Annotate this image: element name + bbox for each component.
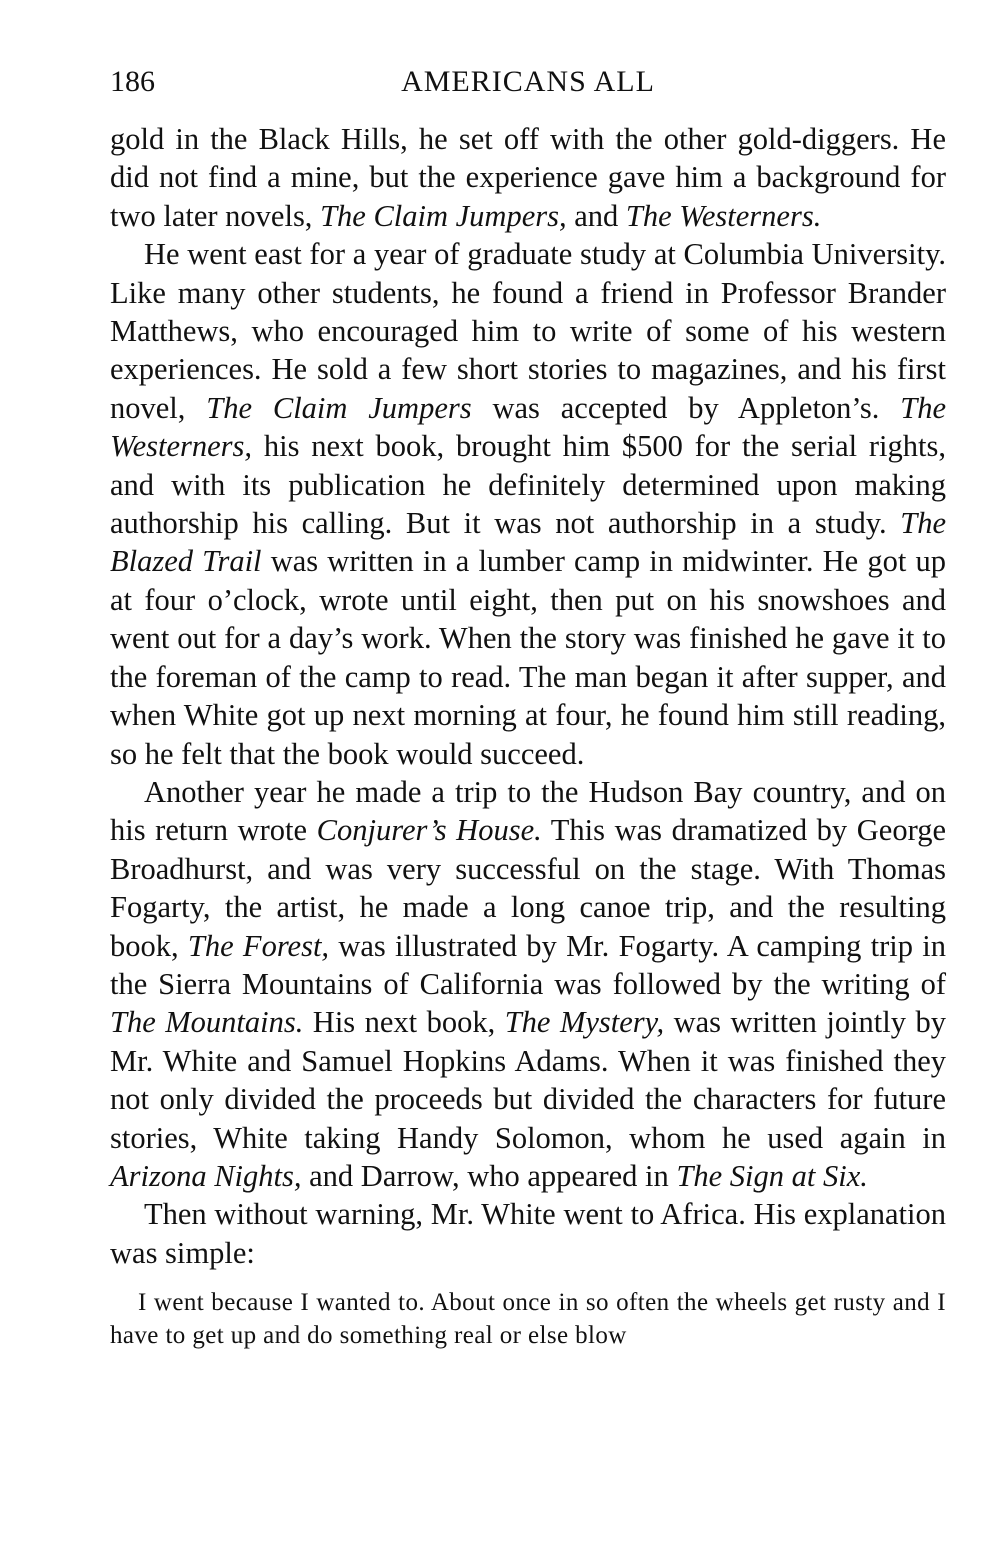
- text-segment: was illustrated by Mr. Fogarty. A camping trip in the Sierra Mountains of California was followed by the writing of: [110, 928, 946, 1001]
- body-text: [110, 120, 946, 1272]
- page-number: 186: [110, 65, 155, 98]
- running-title: AMERICANS ALL: [401, 65, 655, 98]
- text-segment: Another year he made a trip to the Hudson Bay country, and on his return wrote: [110, 774, 946, 848]
- book-title: Conjurer’s House.: [316, 813, 542, 848]
- book-title: The Mystery,: [504, 1005, 665, 1040]
- book-title: The Forest,: [187, 928, 330, 963]
- book-title: The Blazed Trail: [110, 506, 946, 579]
- text-segment: His next book,: [303, 1005, 505, 1040]
- text-segment: his next book, brought him $500 for the serial rights, and with its publication he definitely determined upon making authorship his calling. But it was not authorship in a study.: [110, 429, 946, 541]
- text-segment: was written in a lumber camp in midwinter. He got up at four o’clock, wrote until eight, then put on his snowshoes and went out for a day’s work. When the story was finished he gave it to the foreman of the camp to read. The man began it after supper, and when White got up next morning at four, he found him still reading, so he felt that the book would succeed.: [110, 544, 946, 771]
- paragraph: [110, 1195, 946, 1272]
- block-quote: [110, 1286, 946, 1352]
- paragraph: [110, 235, 946, 773]
- text-segment: and Darrow, who appeared in: [301, 1158, 677, 1193]
- book-title: Arizona Nights,: [110, 1158, 302, 1193]
- text-segment: gold in the Black Hills, he set off with the other gold-diggers. He did not find a mine, but the experience gave him a background for two later novels,: [110, 122, 946, 233]
- book-title: The Westerners.: [625, 198, 822, 233]
- paragraph: [110, 773, 946, 1195]
- book-title: The Westerners,: [110, 390, 946, 464]
- text-segment: Then without warning, Mr. White went to Africa. His explanation was simple:: [110, 1197, 946, 1270]
- book-title: The Sign at Six.: [676, 1158, 868, 1193]
- text-segment: and: [566, 198, 626, 233]
- book-title: The Mountains.: [110, 1005, 304, 1040]
- book-title: The Claim Jumpers,: [320, 198, 567, 233]
- text-segment: was written jointly by Mr. White and Samuel Hopkins Adams. When it was finished they not only divided the proceeds but divided the characters for future stories, White taking Handy Solomon, whom he used again in: [110, 1005, 946, 1155]
- paragraph-continued: [110, 120, 946, 235]
- text-segment: This was dramatized by George Broadhurst, and was very successful on the stage. With Thomas Fogarty, the artist, he made a long canoe trip, and the resulting book,: [110, 813, 946, 963]
- book-title: The Claim Jumpers: [206, 390, 472, 425]
- running-header: [110, 58, 946, 106]
- quote-text: I went because I wanted to. About once in so often the wheels get rusty and I have to get up and do something real or else blow: [110, 1289, 946, 1350]
- text-segment: He went east for a year of graduate study at Columbia University. Like many other students, he found a friend in Professor Brander Matthews, who encouraged him to write of some of his western experiences. He sold a few short stories to magazines, and his first novel,: [110, 237, 946, 425]
- text-segment: was accepted by Appleton’s.: [471, 390, 901, 425]
- book-page: [110, 58, 946, 1352]
